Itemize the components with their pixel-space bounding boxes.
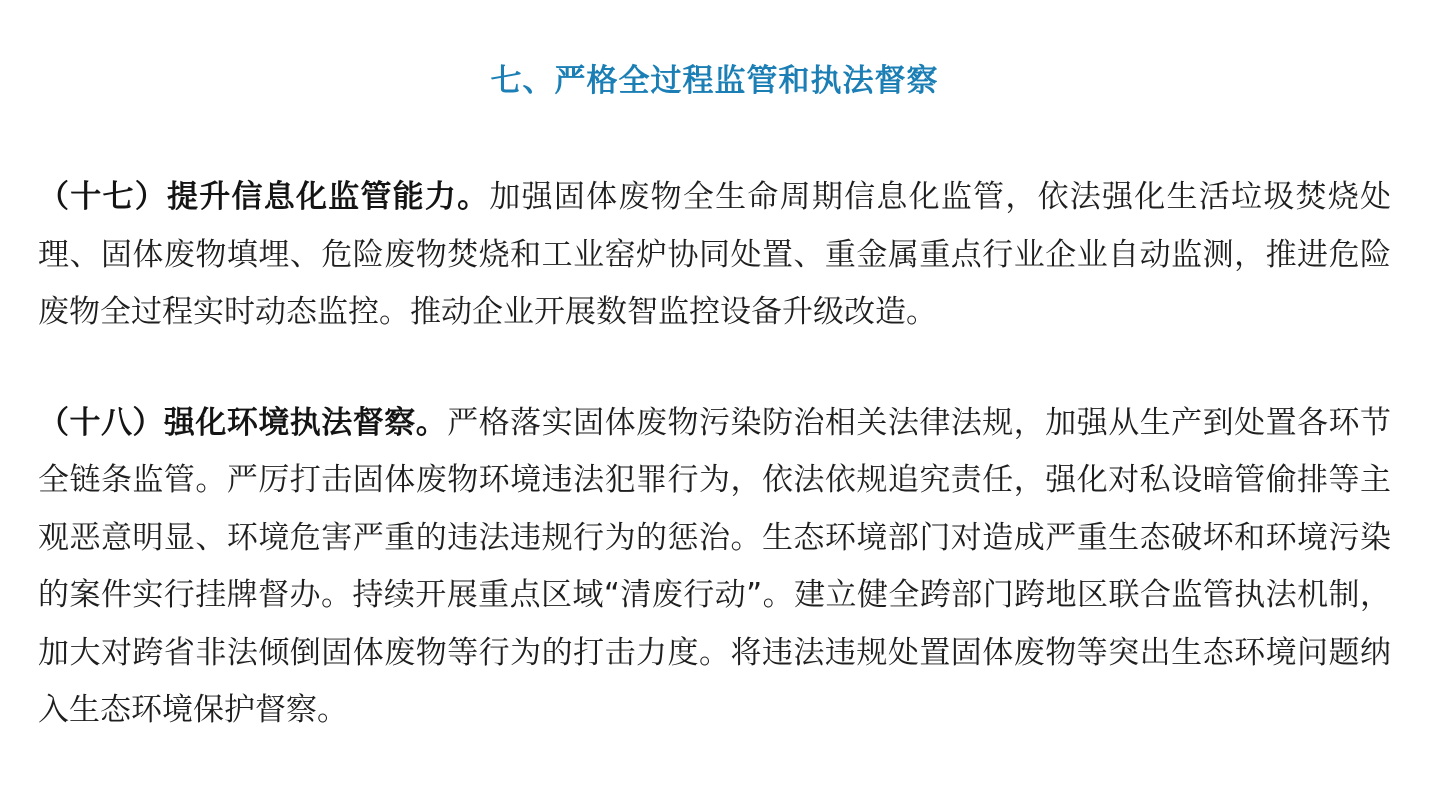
paragraph-18-text: 严格落实固体废物污染防治相关法律法规，加强从生产到处置各环节全链条监管。严厉打击固体废物环境违法犯罪行为，依法依规追究责任，强化对私设暗管偷排等主观恶意明显、环境危害严重的违法违规行为的惩治。生态环境部门对造成严重生态破坏和环境污染的案件实行挂牌督办。持续开展重点区域“清废行动”。建立健全跨部门跨地区联合监管执法机制，加大对跨省非法倾倒固体废物等行为的打击力度。将违法违规处置固体废物等突出生态环境问题纳入生态环境保护督察。 <box>38 404 1392 728</box>
paragraph-18-heading: （十八）强化环境执法督察。 <box>38 404 448 441</box>
paragraph-17 <box>38 169 1391 342</box>
paragraph-17-heading: （十七）提升信息化监管能力。 <box>38 179 490 215</box>
section-title: 七、严格全过程监管和执法督察 <box>490 63 939 99</box>
paragraph-18 <box>38 395 1391 740</box>
paragraph-17-text: 加强固体废物全生命周期信息化监管，依法强化生活垃圾焚烧处理、固体废物填埋、危险废物焚烧和工业窑炉协同处置、重金属重点行业企业自动监测，推进危险废物全过程实时动态监控。推动企业开展数智监控设备升级改造。 <box>38 179 1392 330</box>
